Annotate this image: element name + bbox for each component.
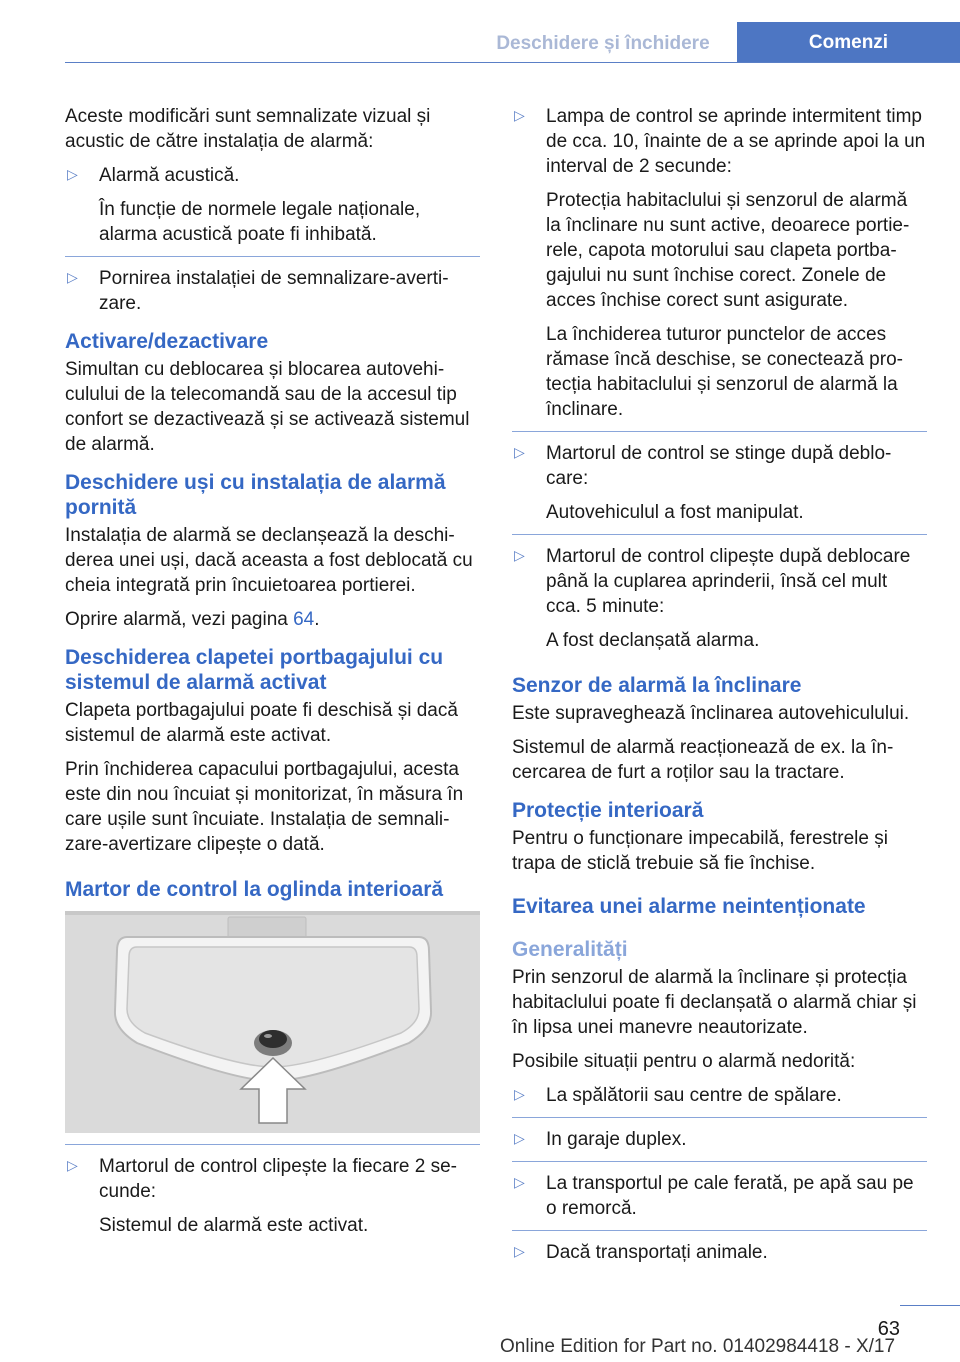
right-column: [512, 104, 927, 1274]
list-item: [512, 1171, 927, 1231]
page-link[interactable]: 64: [293, 609, 315, 630]
list-item-text: In garaje duplex.: [546, 1129, 687, 1150]
paragraph-deschidere-usi: Instalația de alarmă se declanșează la deschiderea unei uși, dacă aceasta a fost deblocată cu cheia integrată prin încuietoarea portierei.: [65, 525, 473, 596]
triangle-right-icon: ▷: [67, 269, 78, 285]
list-item: [512, 1083, 927, 1118]
list-item-subtext: Sistemul de alarmă este activat.: [99, 1215, 369, 1236]
list-item-subtext-2: La închiderea tuturor punctelor de acces rămase încă deschise, se conectează protecția habitaclului și senzorul de alarmă la înclinare.: [546, 324, 903, 420]
paragraph-generalitati-1: Prin senzorul de alarmă la înclinare și protecția habitaclului poate fi declanșată o alarmă chiar și în lipsa unei manevre neautorizate.: [512, 967, 917, 1038]
paragraph-generalitati-2: Posibile situații pentru o alarmă nedorită:: [512, 1051, 856, 1072]
list-item-subtext: În funcție de normele legale naționale, alarma acustică poate fi inhibată.: [99, 199, 421, 245]
rearview-mirror-icon: [65, 911, 480, 1133]
triangle-right-icon: ▷: [514, 547, 525, 563]
paragraph-clapeta-1: Clapeta portbagajului poate fi deschisă și dacă sistemul de alarmă este activat.: [65, 700, 458, 746]
heading-activare: Activare/dezactivare: [65, 330, 269, 353]
paragraph-activare: Simultan cu deblocarea și blocarea autovehiculului de la telecomandă sau de la accesul tip confort se dezactivează și se activează sistemul de alarmă.: [65, 359, 470, 455]
triangle-right-icon: ▷: [514, 107, 525, 123]
paragraph-protectie: Pentru o funcționare impecabilă, ferestrele și trapa de sticlă trebuie să fie închise.: [512, 828, 888, 874]
page-number: 63: [877, 1318, 900, 1340]
mirror-illustration: [65, 911, 480, 1133]
intro-paragraph: Aceste modificări sunt semnalizate vizual și acustic de către instalația de alarmă:: [65, 106, 431, 152]
header-chapter-tab[interactable]: Comenzi: [737, 22, 960, 62]
heading-martor: Martor de control la oglinda interioară: [65, 878, 444, 901]
paragraph-clapeta-2: Prin închiderea capacului portbagajului, acesta este din nou încuiat și monitorizat, în măsura în care ușile sunt încuiate. Instalația de semnalizare-avertizare clipește o dată.: [65, 759, 464, 855]
list-item: [512, 544, 927, 653]
header-rule: [65, 62, 960, 63]
paragraph-senzor-1: Este supraveghează înclinarea autovehiculului.: [512, 703, 910, 724]
list-item-text: La spălătorii sau centre de spălare.: [546, 1085, 842, 1106]
list-item: [65, 266, 480, 316]
header-section-title: Deschidere și închidere: [496, 33, 710, 54]
list-item-text: Martorul de control se stinge după deblocare:: [546, 443, 892, 489]
footer-edition: Online Edition for Part no. 01402984418 - X/17: [500, 1336, 896, 1357]
paragraph-oprire-alarma: [65, 607, 480, 632]
list-item: [65, 1144, 480, 1238]
heading-generalitati: Generalități: [512, 938, 628, 961]
oprire-text: Oprire alarmă, vezi pagina: [65, 609, 294, 630]
list-item-subtext: Protecția habitaclului și senzorul de alarmă la înclinare nu sunt active, deoarece portierele, capota motorului sau clapeta portbagajului nu sunt închise corect. Zonele de acces închise corect sunt asigurate.: [546, 190, 910, 311]
heading-evitarea: Evitarea unei alarme neintenționate: [512, 895, 866, 918]
list-item: [65, 163, 480, 257]
triangle-right-icon: ▷: [514, 1130, 525, 1146]
list-item-text: Martorul de control clipește la fiecare 2 secunde:: [99, 1156, 457, 1202]
triangle-right-icon: ▷: [514, 1243, 525, 1259]
list-item-subtext: A fost declanșată alarma.: [546, 630, 760, 651]
list-item: [512, 104, 927, 432]
triangle-right-icon: ▷: [514, 1086, 525, 1102]
oprire-period: .: [314, 609, 320, 630]
list-item-text: Alarmă acustică.: [99, 165, 240, 186]
triangle-right-icon: ▷: [67, 1157, 78, 1173]
left-column: [65, 104, 480, 1247]
list-item-text: Lampa de control se aprinde intermitent timp de cca. 10, înainte de a se aprinde apoi la un interval de 2 secunde:: [546, 106, 926, 177]
list-item-text: Pornirea instalației de semnalizare-avertizare.: [99, 268, 449, 314]
list-item: [512, 441, 927, 535]
triangle-right-icon: ▷: [67, 166, 78, 182]
list-item: [512, 1240, 927, 1265]
paragraph-senzor-2: Sistemul de alarmă reacționează de ex. la încercarea de furt a roților sau la tractare.: [512, 737, 894, 783]
list-item-text: Dacă transportați animale.: [546, 1242, 768, 1263]
heading-clapeta: Deschiderea clapetei portbagajului cu sistemul de alarmă activat: [65, 646, 444, 694]
list-item: [512, 1127, 927, 1162]
heading-deschidere-usi: Deschidere uși cu instalația de alarmă pornită: [65, 471, 446, 519]
footer-rule: [900, 1305, 960, 1306]
list-item-text: La transportul pe cale ferată, pe apă sau pe o remorcă.: [546, 1173, 914, 1219]
heading-protectie: Protecție interioară: [512, 799, 704, 822]
triangle-right-icon: ▷: [514, 444, 525, 460]
list-item-text: Martorul de control clipește după deblocare până la cuplarea aprinderii, însă cel mult cca. 5 minute:: [546, 546, 911, 617]
triangle-right-icon: ▷: [514, 1174, 525, 1190]
heading-senzor: Senzor de alarmă la înclinare: [512, 674, 802, 697]
list-item-subtext: Autovehiculul a fost manipulat.: [546, 502, 804, 523]
